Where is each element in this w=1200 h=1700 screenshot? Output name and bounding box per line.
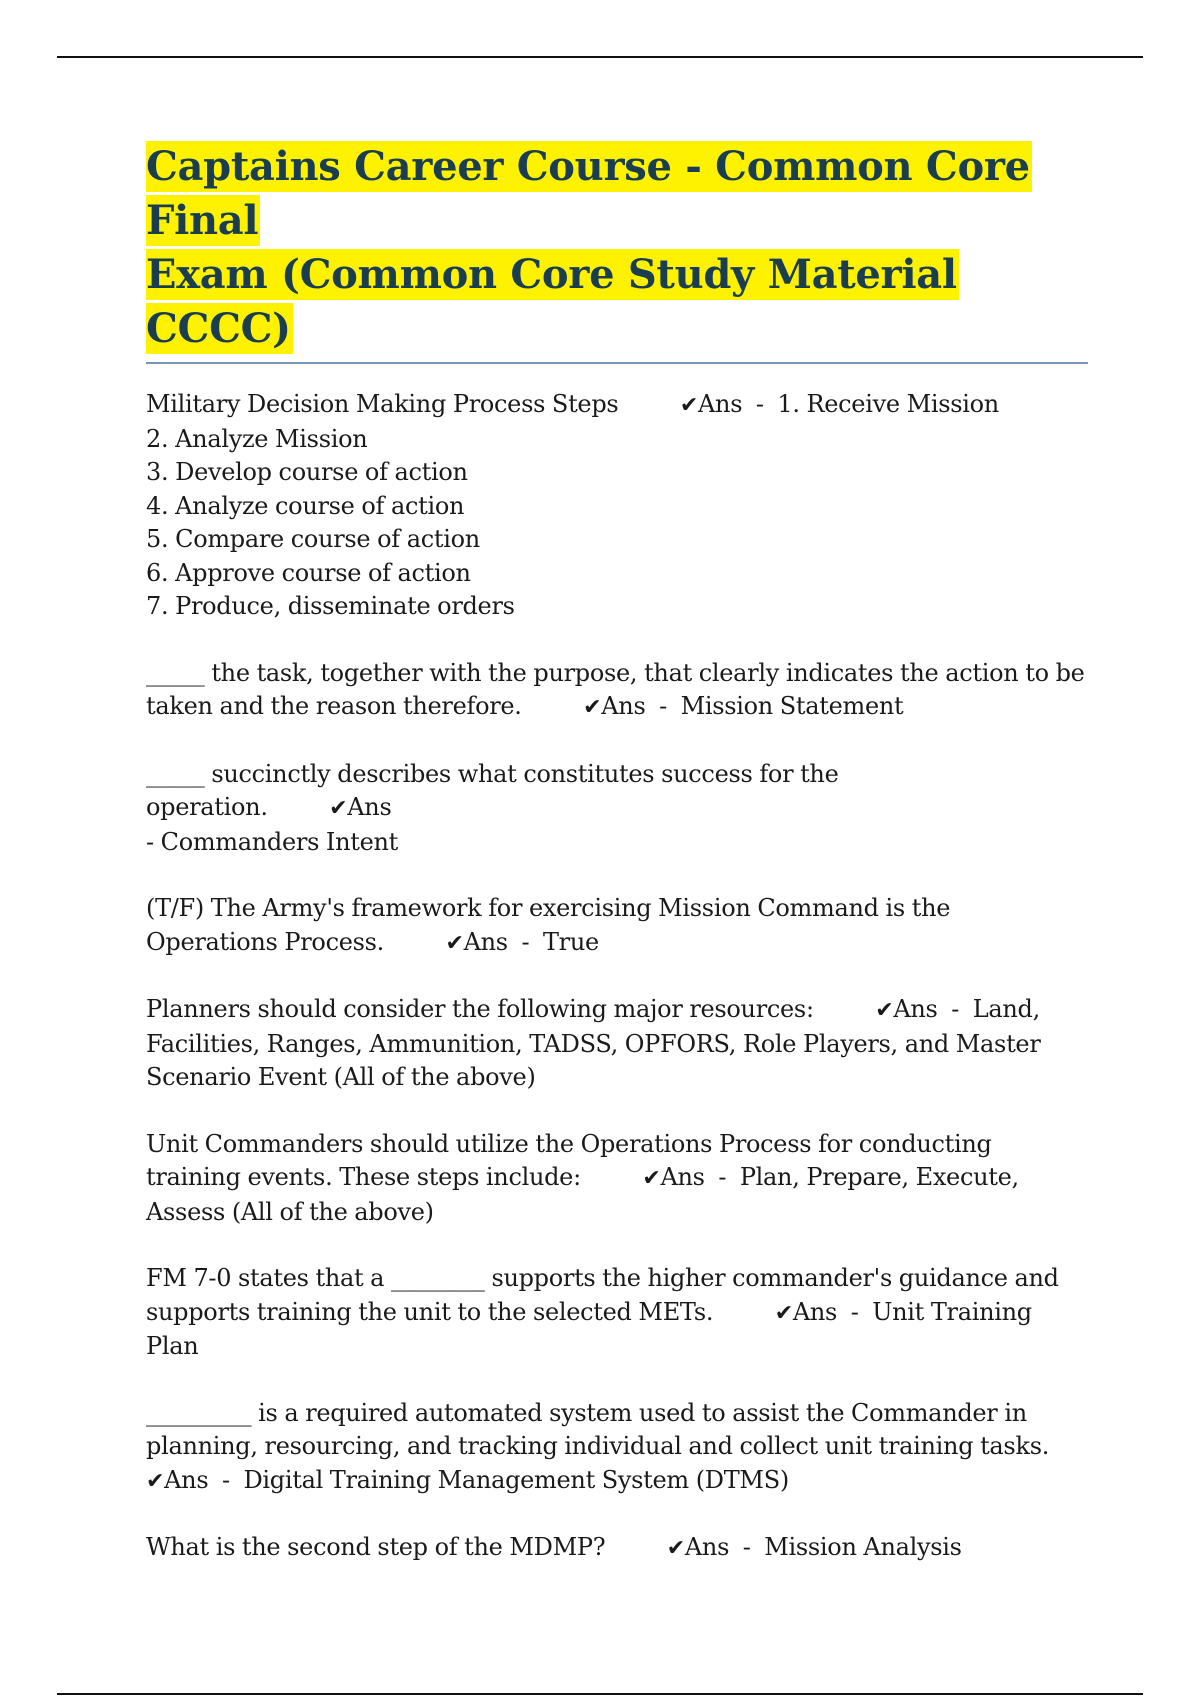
answer-text: - Mission Analysis (729, 1533, 962, 1561)
qa-item (146, 1531, 1086, 1566)
qa-line (146, 926, 1086, 961)
ans-label: Ans (660, 1163, 705, 1191)
top-rule (57, 56, 1143, 58)
question-text: training events. These steps include: (146, 1163, 581, 1191)
qa-line (146, 523, 1086, 557)
qa-line (146, 423, 1086, 457)
qa-line (146, 1028, 1086, 1062)
checkmark-icon: ✔ (146, 1468, 165, 1494)
checkmark-icon: ✔ (774, 1300, 793, 1326)
answer-text: - Unit Training (837, 1297, 1032, 1326)
question-text: 2. Analyze Mission (146, 424, 368, 453)
question-text: 5. Compare course of action (146, 525, 480, 553)
checkmark-icon: ✔ (679, 393, 699, 418)
question-text: 6. Approve course of action (146, 558, 471, 587)
qa-line (146, 1464, 1086, 1499)
question-text: 4. Analyze course of action (146, 491, 465, 520)
question-text: Planners should consider the following major resources: (146, 995, 814, 1023)
qa-line (146, 1430, 1086, 1464)
ans-label: Ans (347, 793, 392, 821)
qa-line (146, 388, 1086, 423)
question-text: Assess (All of the above) (146, 1197, 434, 1226)
question-text: _____ succinctly describes what constitutes success for the operation. (146, 759, 839, 821)
qa-item (146, 1128, 1086, 1230)
question-text: Unit Commanders should utilize the Operations Process for conducting (146, 1129, 992, 1158)
qa-line (146, 1262, 1086, 1296)
title-underline (146, 362, 1088, 364)
qa-line (146, 657, 1086, 691)
qa-line (146, 456, 1086, 490)
checkmark-icon: ✔ (666, 1536, 685, 1561)
qa-item (146, 1397, 1086, 1499)
document-title (146, 140, 1086, 356)
qa-line (146, 993, 1086, 1028)
question-text: _____ the task, together with the purpose, that clearly indicates the action to be (146, 658, 1085, 687)
question-text: Operations Process. (146, 927, 384, 956)
question-text: What is the second step of the MDMP? (146, 1533, 606, 1561)
ans-label: Ans (684, 1533, 730, 1561)
qa-line (146, 1128, 1086, 1162)
qa-line (146, 490, 1086, 524)
ans-label: Ans (463, 927, 508, 956)
question-text: taken and the reason therefore. (146, 692, 522, 720)
checkmark-icon: ✔ (445, 930, 464, 956)
answer-text: - Digital Training Management System (DTMS) (208, 1465, 789, 1494)
question-text: FM 7-0 states that a ________ supports the higher commander's guidance and (146, 1264, 1059, 1292)
qa-line (146, 758, 1086, 826)
ans-label: Ans (698, 390, 743, 418)
qa-line (146, 1196, 1086, 1230)
qa-item (146, 1262, 1086, 1364)
checkmark-icon: ✔ (642, 1166, 661, 1191)
qa-item (146, 758, 1086, 860)
qa-line (146, 1330, 1086, 1364)
answer-text: - Land, (937, 995, 1040, 1023)
qa-item (146, 388, 1086, 624)
qa-line (146, 1061, 1086, 1095)
document-body (146, 140, 1086, 1599)
answer-text: - True (507, 927, 599, 956)
qa-line (146, 826, 1086, 860)
ans-label: Ans (164, 1465, 209, 1494)
question-text: planning, resourcing, and tracking individual and collect unit training tasks. (146, 1432, 1050, 1460)
question-text: Plan (146, 1332, 199, 1360)
question-text: _________ is a required automated system used to assist the Commander in (146, 1398, 1027, 1427)
question-text: 7. Produce, disseminate orders (146, 592, 515, 620)
qa-item (146, 892, 1086, 960)
question-text: 3. Develop course of action (146, 458, 468, 486)
qa-list (146, 388, 1086, 1566)
qa-line (146, 1296, 1086, 1331)
title-line-2: Exam (Common Core Study Material CCCC) (146, 251, 957, 352)
qa-line (146, 557, 1086, 591)
answer-text: - 1. Receive Mission (742, 390, 999, 418)
question-text: - Commanders Intent (146, 827, 399, 856)
checkmark-icon: ✔ (583, 695, 602, 720)
qa-item (146, 657, 1086, 725)
question-text: supports training the unit to the selected METs. (146, 1297, 714, 1326)
qa-line (146, 892, 1086, 926)
ans-label: Ans (792, 1297, 838, 1326)
qa-line (146, 590, 1086, 624)
qa-line (146, 1161, 1086, 1196)
checkmark-icon: ✔ (329, 796, 348, 821)
ans-label: Ans (893, 995, 938, 1023)
question-text: (T/F) The Army's framework for exercising Mission Command is the (146, 894, 951, 922)
checkmark-icon: ✔ (875, 998, 894, 1023)
answer-text: - Mission Statement (645, 692, 904, 720)
title-line-1: Captains Career Course - Common Core Final (146, 143, 1030, 244)
question-text: Facilities, Ranges, Ammunition, TADSS, OPFORS, Role Players, and Master (146, 1029, 1041, 1058)
bottom-rule (57, 1693, 1143, 1695)
qa-line (146, 690, 1086, 725)
qa-item (146, 993, 1086, 1095)
question-text: Scenario Event (All of the above) (146, 1063, 536, 1091)
answer-text: - Plan, Prepare, Execute, (704, 1163, 1019, 1191)
qa-line (146, 1531, 1086, 1566)
qa-line (146, 1397, 1086, 1431)
ans-label: Ans (601, 692, 646, 720)
question-text: Military Decision Making Process Steps (146, 390, 619, 418)
